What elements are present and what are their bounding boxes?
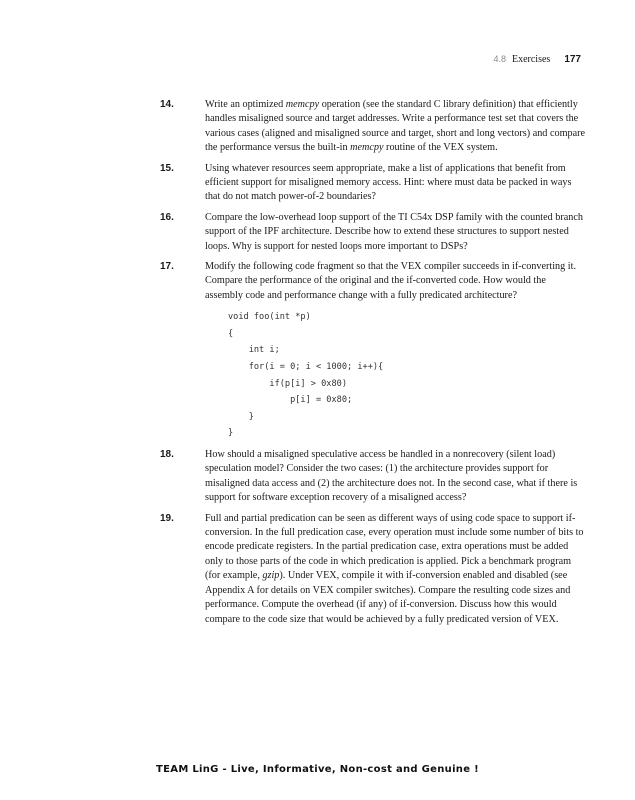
exercise-text-run: Write an optimized: [205, 99, 286, 110]
section-title: Exercises: [511, 54, 551, 65]
exercise-number: 16.: [160, 211, 174, 223]
exercise-text: [205, 448, 586, 506]
exercise-text-run: operation (see the standard C library definition) that efficiently handles misaligned source and target addresses. Write a performance test set that covers the various cases (aligned and misaligned source and target, short and long vectors) and compare the performance versus the built-in: [205, 99, 586, 154]
exercise-text-run: Full and partial predication can be seen as different ways of using code space to support if-conversion. In the full predication case, every operation must include some number of bits to encode predicate registers. In the partial predication case, extra operations must be added only to those parts of the code in which predication is applied. Pick a benchmark program (for example,: [205, 512, 584, 582]
exercise-number: 19.: [160, 512, 174, 524]
running-header: [493, 52, 581, 67]
exercise-number: 15.: [160, 162, 174, 174]
code-line: }: [228, 428, 234, 439]
code-line: p[i] = 0x80;: [228, 395, 353, 406]
exercise-text-run: routine of the VEX system.: [383, 142, 498, 154]
exercise-item: [160, 448, 586, 506]
exercise-text: [205, 98, 586, 156]
code-line: {: [228, 328, 234, 339]
exercise-text-run: Using whatever resources seem appropriate, make a list of applications that benefit from efficient support for misaligned memory access. Hint: where must data be packed in ways that do not match power-of-2 boundaries?: [205, 162, 572, 203]
page-number: 177: [564, 54, 581, 65]
code-line: if(p[i] > 0x80): [228, 378, 347, 389]
exercise-item: [160, 260, 586, 442]
exercise-number: 18.: [160, 449, 174, 461]
exercise-text-run: How should a misaligned speculative access be handled in a nonrecovery (silent load) speculation model? Consider the two cases: (1) the architecture provides support for misaligned data access and (2) the architecture does not. In the second case, what if there is support for software exception recovery of a misaligned access?: [205, 449, 578, 504]
exercise-text: [205, 162, 586, 205]
exercise-text-run: Compare the low-overhead loop support of the TI C54x DSP family with the counted branch support of the IPF architecture. Describe how to extend these structures to support nested loops. Why is support for nested loops more important to DSPs?: [205, 211, 583, 252]
exercise-number: 14.: [160, 99, 174, 110]
exercise-list: [160, 98, 586, 633]
exercise-number: 17.: [160, 261, 174, 273]
exercise-item: [160, 512, 586, 627]
exercise-text-italic: memcpy: [285, 99, 320, 110]
exercise-text: [205, 211, 586, 254]
exercise-text-italic: memcpy: [350, 142, 384, 154]
exercise-text-italic: gzip: [262, 570, 280, 582]
footer-banner: TEAM LinG - Live, Informative, Non-cost and Genuine !: [156, 764, 479, 775]
exercise-item: [160, 162, 586, 205]
code-block: [228, 309, 586, 442]
exercise-item: [160, 98, 586, 156]
code-line: }: [228, 411, 254, 422]
exercise-item: [160, 211, 586, 254]
exercise-text: [205, 260, 586, 303]
code-line: int i;: [228, 345, 280, 356]
exercise-text: [205, 512, 586, 627]
code-line: for(i = 0; i < 1000; i++){: [228, 362, 384, 373]
code-line: void foo(int *p): [228, 312, 311, 323]
exercise-text-run: Modify the following code fragment so that the VEX compiler succeeds in if-converting it. Compare the performance of the original and the if-converted code. How would the assembly code and performance change with a fully predicated architecture?: [205, 261, 576, 301]
section-number: 4.8: [493, 54, 506, 64]
exercise-text-run: ). Under VEX, compile it with if-conversion enabled and disabled (see Appendix A for details on VEX compiler switches). Compare the resulting code sizes and performance. Compute the overhead (if any) of if-conversion. Discuss how this would compare to the code size that would be achieved by a fully predicated version of VEX.: [205, 570, 571, 625]
